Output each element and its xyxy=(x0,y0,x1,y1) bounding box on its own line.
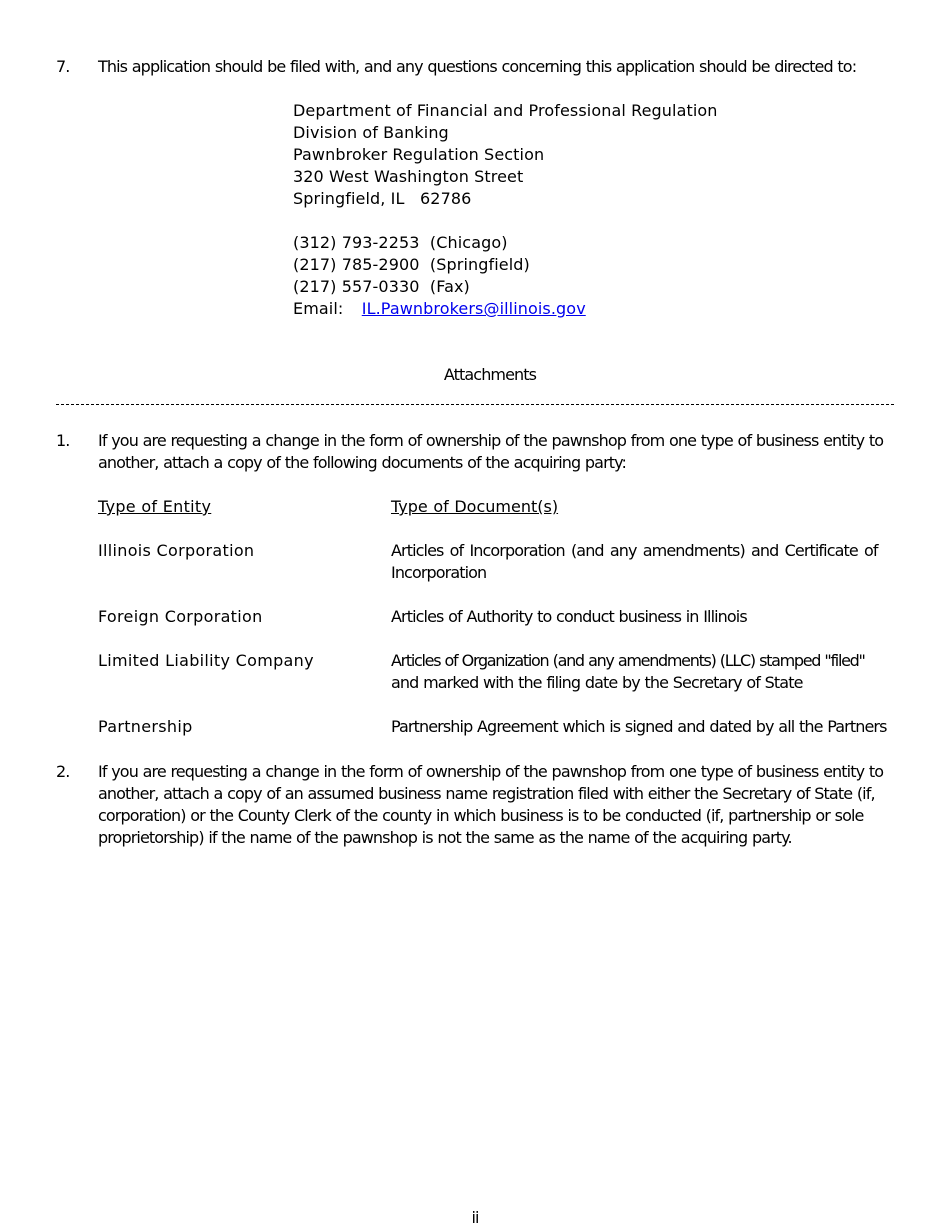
address-city: Springfield, IL 62786 xyxy=(293,189,472,208)
entity-illinois-corporation: Illinois Corporation xyxy=(98,541,255,560)
email-line xyxy=(293,298,586,320)
phone-springfield: (217) 785-2900 (Springfield) xyxy=(293,255,530,274)
item2-line1: If you are requesting a change in the form of ownership of the pawnshop from one type of business entity to xyxy=(98,762,884,781)
entity-partnership: Partnership xyxy=(98,717,193,736)
item1-number: 1. xyxy=(56,431,70,450)
item2-line3: corporation) or the County Clerk of the county in which business is to be conducted (if, partnership or sole xyxy=(98,806,864,825)
attachments-heading: Attachments xyxy=(443,365,537,384)
address-section: Pawnbroker Regulation Section xyxy=(293,145,545,164)
page-number: ii xyxy=(471,1208,479,1227)
item2-number: 2. xyxy=(56,762,70,781)
document-illinois-corporation-line2: Incorporation xyxy=(391,563,487,582)
item1-line2: another, attach a copy of the following documents of the acquiring party: xyxy=(98,453,627,472)
item2-line2: another, attach a copy of an assumed business name registration filed with either the Secretary of State (if, xyxy=(98,784,875,803)
entity-column-header: Type of Entity xyxy=(98,497,212,516)
address-department: Department of Financial and Professional Regulation xyxy=(293,101,718,120)
section-divider xyxy=(56,404,894,405)
fax-number: (217) 557-0330 (Fax) xyxy=(293,277,470,296)
document-llc-line2: and marked with the filing date by the Secretary of State xyxy=(391,673,803,692)
document-illinois-corporation-line1: Articles of Incorporation (and any amendments) and Certificate of xyxy=(391,541,878,560)
address-street: 320 West Washington Street xyxy=(293,167,524,186)
entity-limited-liability-company: Limited Liability Company xyxy=(98,651,314,670)
phone-chicago: (312) 793-2253 (Chicago) xyxy=(293,233,508,252)
address-division: Division of Banking xyxy=(293,123,449,142)
item7-number: 7. xyxy=(56,57,70,76)
document-foreign-corporation: Articles of Authority to conduct business in Illinois xyxy=(391,607,747,626)
document-partnership: Partnership Agreement which is signed and dated by all the Partners xyxy=(391,717,887,736)
email-link[interactable]: IL.Pawnbrokers@illinois.gov xyxy=(361,299,586,318)
document-llc-line1: Articles of Organization (and any amendments) (LLC) stamped "filed" xyxy=(391,651,865,670)
documents-column-header: Type of Document(s) xyxy=(391,497,559,516)
item7-text: This application should be filed with, and any questions concerning this application should be directed to: xyxy=(98,57,857,76)
item2-line4: proprietorship) if the name of the pawnshop is not the same as the name of the acquiring party. xyxy=(98,828,792,847)
entity-foreign-corporation: Foreign Corporation xyxy=(98,607,263,626)
email-label: Email: xyxy=(293,299,344,318)
item1-line1: If you are requesting a change in the form of ownership of the pawnshop from one type of business entity to xyxy=(98,431,884,450)
